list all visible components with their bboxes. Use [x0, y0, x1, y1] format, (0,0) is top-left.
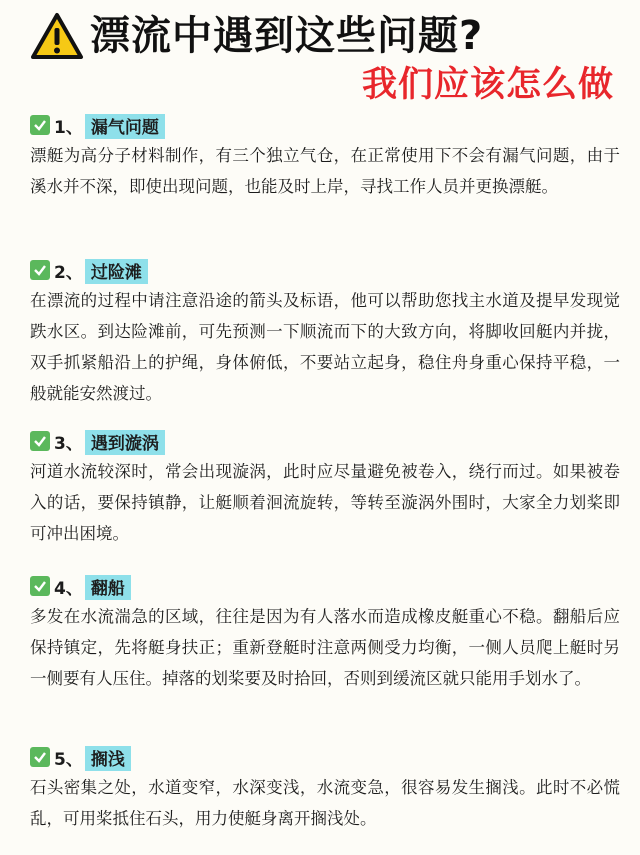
section-heading: [30, 573, 620, 599]
header: [0, 0, 640, 112]
section-body: 石头密集之处，水道变窄，水深变浅，水流变急，很容易发生搁浅。此时不必慌乱，可用桨抵住石头，用力使艇身离开搁浅处。: [30, 778, 620, 828]
section-body: 多发在水流湍急的区域，往往是因为有人落水而造成橡皮艇重心不稳。翻船后应保持镇定，先将艇身扶正；重新登艇时注意两侧受力均衡，一侧人员爬上艇时另一侧要有人压住。掉落的划桨要及时拾回，否则到缓流区就只能用手划水了。: [30, 607, 620, 688]
checkmark-icon: [30, 747, 50, 767]
page-title: 漂流中遇到这些问题?: [90, 13, 484, 59]
checkmark-icon: [30, 260, 50, 280]
page-subtitle: 我们应该怎么做: [361, 65, 614, 105]
section-heading: [30, 257, 620, 283]
checkmark-icon: [30, 576, 50, 596]
section-stranded: [30, 744, 620, 834]
section-title: 过险滩: [85, 257, 148, 284]
section-number: 1、: [54, 117, 83, 138]
section-heading: [30, 744, 620, 770]
section-capsize: [30, 573, 620, 694]
section-number: 4、: [54, 578, 83, 599]
section-body: 河道水流较深时，常会出现漩涡，此时应尽量避免被卷入，绕行而过。如果被卷入的话，要保持镇静，让艇顺着洄流旋转，等转至漩涡外围时，大家全力划桨即可冲出困境。: [30, 462, 620, 543]
checkmark-icon: [30, 431, 50, 451]
section-leak: [30, 112, 620, 202]
section-number: 2、: [54, 262, 83, 283]
section-heading: [30, 112, 620, 138]
section-number: 3、: [54, 433, 83, 454]
checkmark-icon: [30, 115, 50, 135]
section-number: 5、: [54, 749, 83, 770]
section-body: 在漂流的过程中请注意沿途的箭头及标语，他可以帮助您找主水道及提早发现觉跌水区。到达险滩前，可先预测一下顺流而下的大致方向，将脚收回艇内并拢，双手抓紧船沿上的护绳，身体俯低，不要站立起身，稳住舟身重心保持平稳，一般就能安然渡过。: [30, 291, 620, 403]
section-whirlpool: [30, 428, 620, 549]
section-title: 遇到漩涡: [85, 428, 165, 455]
section-title: 漏气问题: [85, 112, 165, 139]
section-title: 翻船: [85, 573, 131, 600]
section-title: 搁浅: [85, 744, 131, 771]
section-rapids: [30, 257, 620, 409]
section-heading: [30, 428, 620, 454]
section-body: 漂艇为高分子材料制作，有三个独立气仓，在正常使用下不会有漏气问题，由于溪水并不深，即使出现问题，也能及时上岸，寻找工作人员并更换漂艇。: [30, 146, 620, 196]
warning-icon: [30, 12, 84, 60]
